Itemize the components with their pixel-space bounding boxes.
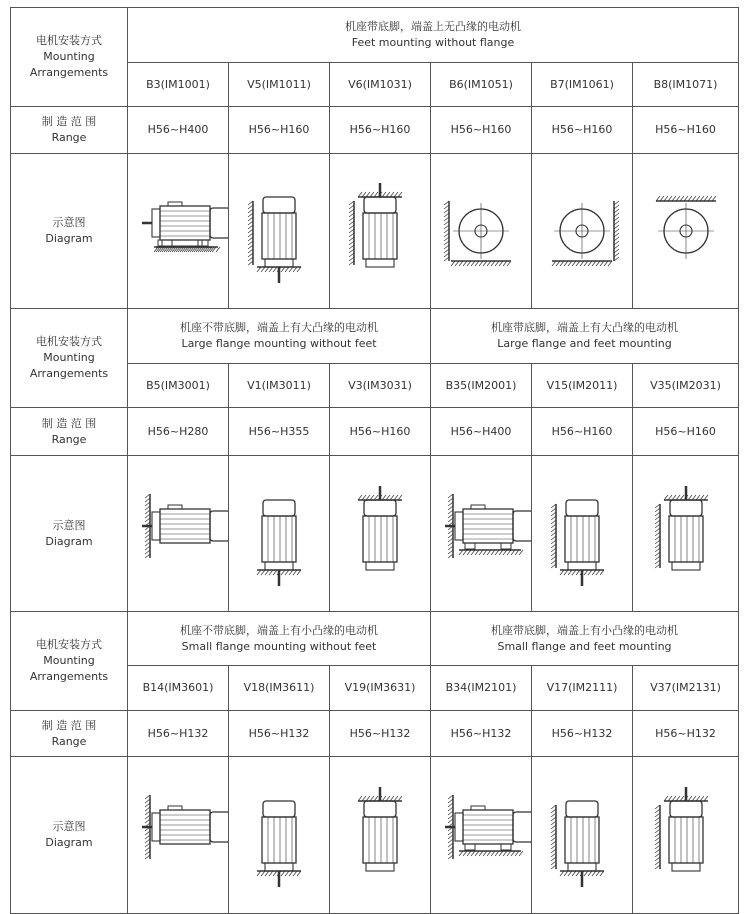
mounting-code: B3(IM1001) xyxy=(128,63,229,107)
mounting-diagram-icon xyxy=(128,757,229,914)
range-value: H56~H355 xyxy=(229,408,330,456)
range-value: H56~H160 xyxy=(633,408,739,456)
range-row xyxy=(11,408,739,456)
diagram-label: 示意图 Diagram xyxy=(11,154,128,309)
mounting-code: V37(IM2131) xyxy=(633,666,739,711)
mounting-diagram-icon xyxy=(229,154,330,309)
mounting-code: B5(IM3001) xyxy=(128,364,229,408)
mounting-diagram-icon xyxy=(633,456,739,612)
range-label: 制 造 范 围 Range xyxy=(11,408,128,456)
range-row xyxy=(11,107,739,154)
mounting-diagram-icon xyxy=(633,757,739,914)
group-title: 机座带底脚，端盖上无凸缘的电动机 Feet mounting without flange xyxy=(128,8,739,63)
group-title: 机座不带底脚，端盖上有小凸缘的电动机 Small flange mounting without feet xyxy=(128,612,431,666)
mounting-code: B8(IM1071) xyxy=(633,63,739,107)
mounting-diagram-icon xyxy=(128,154,229,309)
mounting-diagram-icon xyxy=(330,154,431,309)
diagram-row xyxy=(11,154,739,309)
range-value: H56~H132 xyxy=(229,711,330,757)
range-value: H56~H160 xyxy=(229,107,330,154)
mounting-code: V17(IM2111) xyxy=(532,666,633,711)
mounting-code: B35(IM2001) xyxy=(431,364,532,408)
arrangement-label: 电机安装方式 Mounting Arrangements xyxy=(11,612,128,711)
group-row xyxy=(11,612,739,666)
mounting-diagram-icon xyxy=(330,456,431,612)
arrangement-label: 电机安装方式 Mounting Arrangements xyxy=(11,309,128,408)
mounting-code: V6(IM1031) xyxy=(330,63,431,107)
group-row xyxy=(11,8,739,63)
diagram-label: 示意图 Diagram xyxy=(11,456,128,612)
mounting-code: B7(IM1061) xyxy=(532,63,633,107)
range-value: H56~H400 xyxy=(431,408,532,456)
range-value: H56~H160 xyxy=(330,408,431,456)
group-title: 机座不带底脚，端盖上有大凸缘的电动机 Large flange mounting without feet xyxy=(128,309,431,364)
range-value: H56~H160 xyxy=(330,107,431,154)
range-value: H56~H132 xyxy=(128,711,229,757)
mounting-code: V1(IM3011) xyxy=(229,364,330,408)
mounting-diagram-icon xyxy=(229,456,330,612)
group-title: 机座带底脚，端盖上有大凸缘的电动机 Large flange and feet mounting xyxy=(431,309,739,364)
mounting-diagram-icon xyxy=(532,154,633,309)
range-value: H56~H132 xyxy=(532,711,633,757)
mounting-diagram-icon xyxy=(431,757,532,914)
mounting-diagram-icon xyxy=(229,757,330,914)
mounting-code: V18(IM3611) xyxy=(229,666,330,711)
mounting-diagram-icon xyxy=(532,757,633,914)
range-value: H56~H160 xyxy=(532,107,633,154)
range-value: H56~H132 xyxy=(431,711,532,757)
mounting-table xyxy=(10,7,739,914)
mounting-code: V3(IM3031) xyxy=(330,364,431,408)
group-title: 机座带底脚，端盖上有小凸缘的电动机 Small flange and feet mounting xyxy=(431,612,739,666)
diagram-row xyxy=(11,757,739,914)
mounting-diagram-icon xyxy=(431,154,532,309)
range-value: H56~H280 xyxy=(128,408,229,456)
mounting-code: V35(IM2031) xyxy=(633,364,739,408)
mounting-code: V15(IM2011) xyxy=(532,364,633,408)
mounting-diagram-icon xyxy=(128,456,229,612)
arrangement-label: 电机安装方式 Mounting Arrangements xyxy=(11,8,128,107)
mounting-diagram-icon xyxy=(431,456,532,612)
range-value: H56~H160 xyxy=(633,107,739,154)
diagram-label: 示意图 Diagram xyxy=(11,757,128,914)
range-value: H56~H400 xyxy=(128,107,229,154)
mounting-code: V5(IM1011) xyxy=(229,63,330,107)
mounting-diagram-icon xyxy=(633,154,739,309)
range-value: H56~H160 xyxy=(431,107,532,154)
diagram-row xyxy=(11,456,739,612)
group-row xyxy=(11,309,739,364)
mounting-code: V19(IM3631) xyxy=(330,666,431,711)
range-value: H56~H132 xyxy=(633,711,739,757)
mounting-code: B6(IM1051) xyxy=(431,63,532,107)
range-value: H56~H132 xyxy=(330,711,431,757)
mounting-diagram-icon xyxy=(532,456,633,612)
range-label: 制 造 范 围 Range xyxy=(11,107,128,154)
mounting-diagram-icon xyxy=(330,757,431,914)
range-value: H56~H160 xyxy=(532,408,633,456)
range-label: 制 造 范 围 Range xyxy=(11,711,128,757)
mounting-code: B14(IM3601) xyxy=(128,666,229,711)
range-row xyxy=(11,711,739,757)
mounting-code: B34(IM2101) xyxy=(431,666,532,711)
